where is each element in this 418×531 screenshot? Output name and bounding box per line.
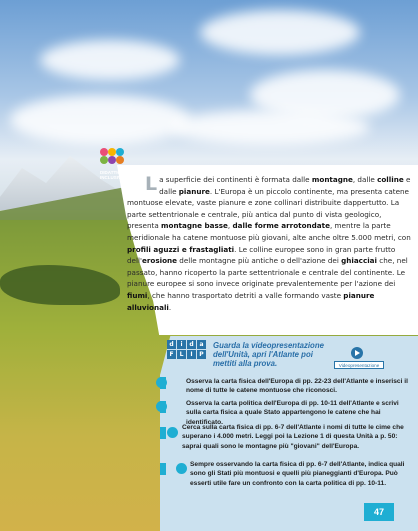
keyword: profili aguzzi e frastagliati <box>127 244 235 254</box>
dflip-letter: F <box>167 350 176 359</box>
dflip-letter: I <box>187 350 196 359</box>
task-bullet <box>167 427 178 438</box>
dflip-letter: i <box>177 340 186 349</box>
didattica-inclusiva-badge[interactable] <box>96 148 128 188</box>
task-marker-bar <box>160 427 166 439</box>
task-item: Osserva la carta politica dell'Europa di pp. 10-11 dell'Atlante e scrivi sulla carta fisica a quale Stato appartengono le catene che hai identificato. <box>186 400 399 426</box>
cloud <box>200 10 360 55</box>
dflip-letter: d <box>187 340 196 349</box>
task-item: Osserva la carta fisica dell'Europa di pp. 22-23 dell'Atlante e inserisci il nome di tutte le catene montuose che riconosci. <box>186 378 408 395</box>
keyword: colline <box>377 175 404 184</box>
keyword: montagne basse <box>161 221 228 231</box>
cloud <box>170 110 370 145</box>
text: . Le colline europee sono in gran parte frutto dell' <box>127 244 396 266</box>
dflip-letter: L <box>177 350 186 359</box>
keyword: montagne <box>311 175 353 184</box>
task-item: Cerca sulla carta fisica di pp. 6-7 dell'Atlante i nomi di tutte le cime che superano i 4.000 metri. Leggi poi la Lezione 1 di questa Unità a p. 50: saprai quali sono le montagne più "giovani" dell'Europa. <box>182 424 404 450</box>
text: , dalle <box>352 175 378 184</box>
cloud <box>10 95 190 145</box>
text: delle montagne più antiche o dell'azione dei <box>177 256 342 266</box>
task-bullet <box>176 463 187 474</box>
text: a superficie dei continenti è formata dalle <box>159 175 312 184</box>
dropcap: L <box>145 173 158 195</box>
keyword: pianure alluvionali <box>127 290 375 312</box>
video-presentation-label[interactable]: Videopresentazione <box>334 361 384 369</box>
puzzle-icon <box>100 148 124 170</box>
task-bullet <box>156 401 167 412</box>
play-video-icon[interactable] <box>351 347 363 359</box>
text: , mentre la parte meridionale ha catene montuose più giovani, alte anche oltre 5.000 metri, con <box>127 221 411 242</box>
badge-label-line2: INCLUSIVA <box>100 175 124 180</box>
dflip-letter: d <box>167 340 176 349</box>
text: che, nel passato, hanno ricoperto la parte settentrionale e centrale del continente. Le pianure europee si sono invece originate prevalentemente per l'azione dei <box>127 256 408 289</box>
text: e dalle <box>159 175 411 196</box>
cloud <box>40 40 180 80</box>
main-paragraph <box>127 174 412 334</box>
keyword: dalle forme arrotondate <box>232 221 330 231</box>
task-item: Sempre osservando la carta fisica di pp. 6-7 dell'Atlante, indica quali sono gli Stati più montuosi e quelli più pianeggianti d'Europa. Può esserti utile fare un confronto con la carta politica di pp. 10-11. <box>190 461 405 487</box>
page-number: 47 <box>364 503 394 521</box>
dflip-letter: a <box>197 340 206 349</box>
dflip-logo[interactable] <box>167 340 207 360</box>
keyword: pianure <box>178 186 210 196</box>
text: . <box>168 302 172 312</box>
dflip-letter: P <box>197 350 206 359</box>
activity-title: Guarda la videopresentazione dell'Unità, apri l'Atlante poi mettiti alla prova. <box>213 341 324 368</box>
badge-label-line1: DIDATTICA <box>100 170 124 175</box>
keyword: erosione <box>141 256 177 266</box>
text: , che hanno trasportato detriti a valle formando vaste <box>147 290 344 300</box>
text: . L'Europa è un piccolo continente, ma presenta catene montuose elevate, vaste pianure e zone collinari distribuite dappertutto. La parte settentrionale e centrale, più antica dal punto di vista geologico, presenta <box>127 186 409 231</box>
keyword: ghiacciai <box>341 256 377 266</box>
task-bullet <box>156 377 167 388</box>
text: , <box>227 221 233 231</box>
task-marker-bar <box>160 463 166 475</box>
keyword: fiumi <box>127 290 148 300</box>
